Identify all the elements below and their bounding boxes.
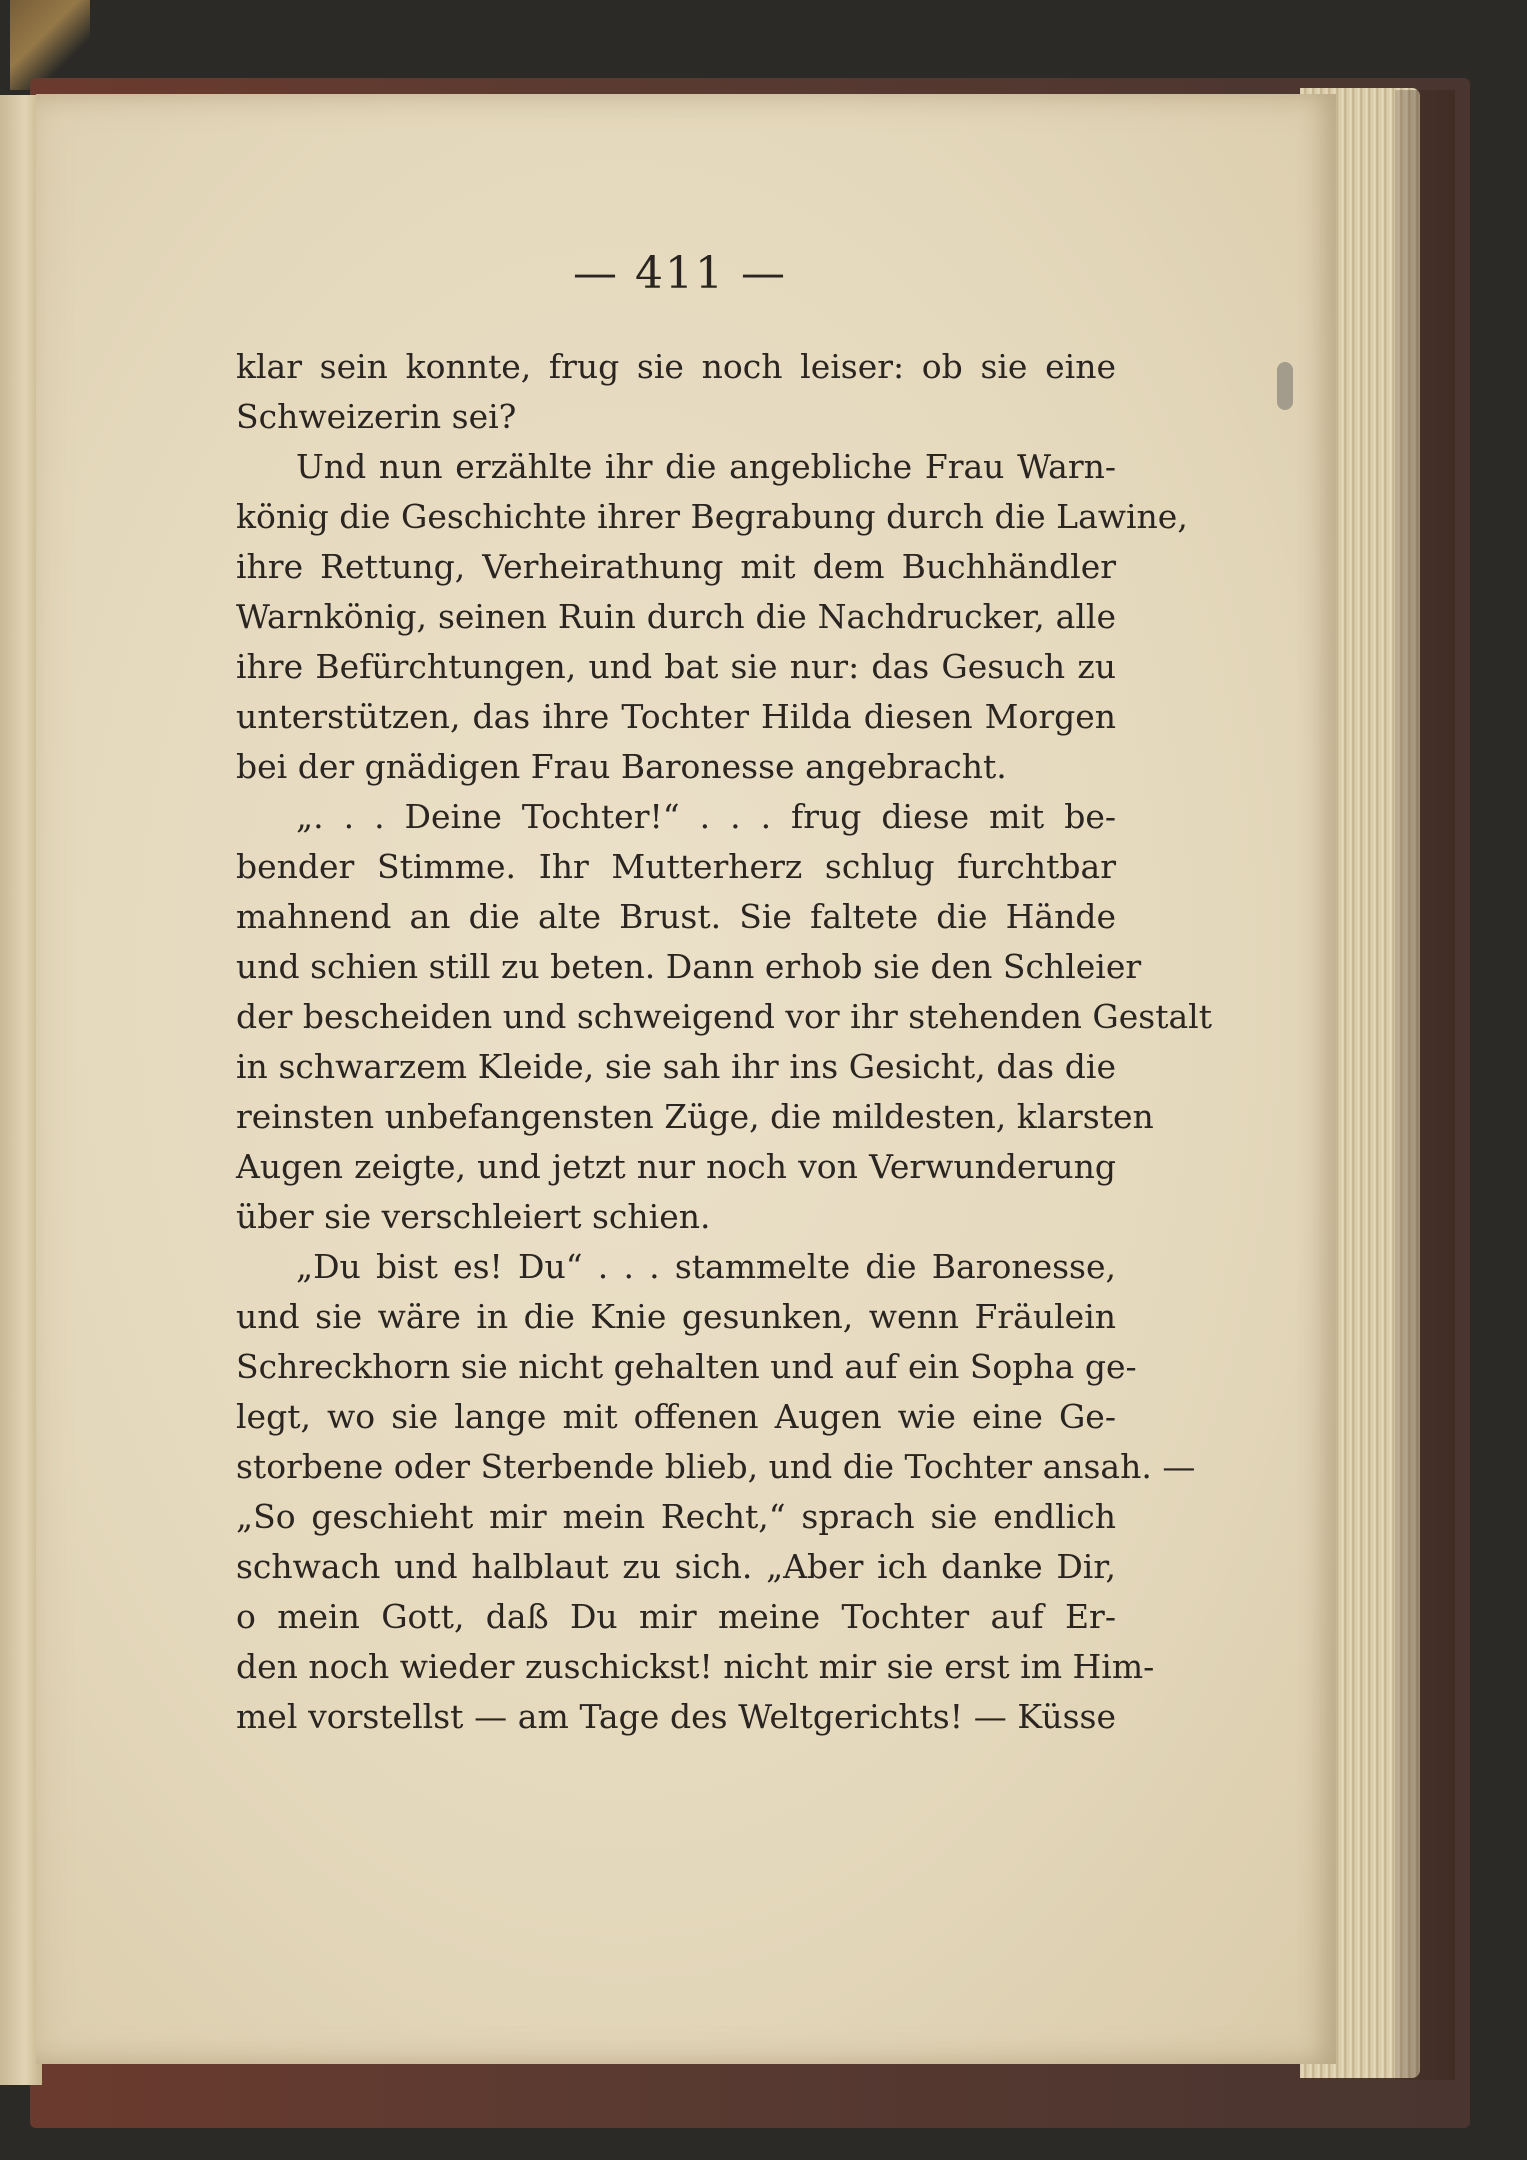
text-line: der bescheiden und schweigend vor ihr stehenden Gestalt: [236, 997, 1212, 1036]
text-line: o mein Gott, daß Du mir meine Tochter auf Er-: [236, 1597, 1116, 1636]
text-line: klar sein konnte, frug sie noch leiser: ob sie eine: [236, 347, 1116, 386]
text-line: Warnkönig, seinen Ruin durch die Nachdrucker, alle: [236, 597, 1116, 636]
text-line: Und nun erzählte ihr die angebliche Frau Warn-: [296, 447, 1116, 486]
text-line: in schwarzem Kleide, sie sah ihr ins Gesicht, das die: [236, 1047, 1116, 1086]
text-line: schwach und halblaut zu sich. „Aber ich danke Dir,: [236, 1547, 1116, 1586]
text-line: storbene oder Sterbende blieb, und die Tochter ansah. —: [236, 1447, 1196, 1486]
text-line: und sie wäre in die Knie gesunken, wenn Fräulein: [236, 1297, 1116, 1336]
text-line: mel vorstellst — am Tage des Weltgerichts! — Küsse: [236, 1697, 1116, 1736]
text-line: den noch wieder zuschickst! nicht mir sie erst im Him-: [236, 1647, 1155, 1686]
text-line: Schreckhorn sie nicht gehalten und auf ein Sopha ge-: [236, 1347, 1137, 1386]
text-line: reinsten unbefangensten Züge, die mildesten, klarsten: [236, 1097, 1154, 1136]
text-line: „Du bist es! Du“ . . . stammelte die Baronesse,: [296, 1247, 1116, 1286]
cover-edge-shadow: [1395, 90, 1455, 2080]
text-line: legt, wo sie lange mit offenen Augen wie eine Ge-: [236, 1397, 1116, 1436]
text-line: bei der gnädigen Frau Baronesse angebracht.: [236, 747, 1007, 786]
text-line: über sie verschleiert schien.: [236, 1197, 711, 1236]
corner-damage: [10, 0, 90, 90]
page-number: — 411 —: [573, 248, 787, 299]
text-line: ihre Rettung, Verheirathung mit dem Buchhändler: [236, 547, 1116, 586]
page-body-text: [236, 342, 1212, 1742]
text-line: „So geschieht mir mein Recht,“ sprach sie endlich: [236, 1497, 1116, 1536]
text-line: Schweizerin sei?: [236, 397, 517, 436]
ink-stain: [1277, 362, 1293, 410]
text-line: Augen zeigte, und jetzt nur noch von Verwunderung: [236, 1147, 1116, 1186]
text-line: „. . . Deine Tochter!“ . . . frug diese mit be-: [296, 797, 1116, 836]
text-line: ihre Befürchtungen, und bat sie nur: das Gesuch zu: [236, 647, 1116, 686]
text-line: könig die Geschichte ihrer Begrabung durch die Lawine,: [236, 497, 1188, 536]
text-line: bender Stimme. Ihr Mutterherz schlug furchtbar: [236, 847, 1116, 886]
text-line: unterstützen, das ihre Tochter Hilda diesen Morgen: [236, 697, 1116, 736]
text-line: und schien still zu beten. Dann erhob sie den Schleier: [236, 947, 1142, 986]
text-line: mahnend an die alte Brust. Sie faltete die Hände: [236, 897, 1116, 936]
